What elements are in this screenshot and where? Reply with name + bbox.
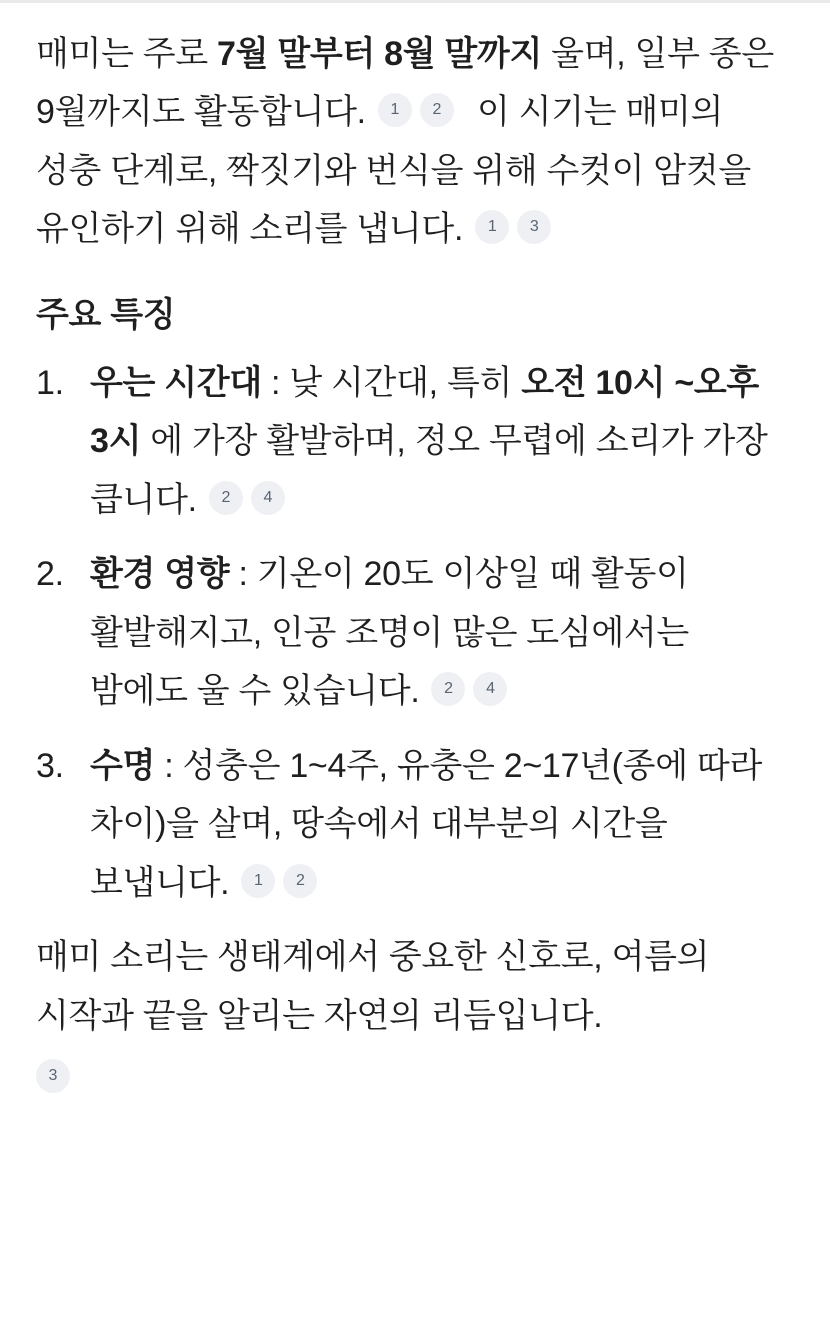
citation-badge[interactable]: 3 xyxy=(36,1059,70,1093)
citation-badge[interactable]: 1 xyxy=(475,210,509,244)
list-item xyxy=(36,545,794,720)
list-item-term: 우는 시간대 xyxy=(90,363,262,402)
list-item xyxy=(36,354,794,529)
citation-badge[interactable]: 2 xyxy=(420,93,454,127)
citation-badge[interactable]: 2 xyxy=(283,864,317,898)
citation-badge[interactable]: 1 xyxy=(241,864,275,898)
intro-text-part1: 매미는 주로 xyxy=(36,35,218,73)
section-heading: 주요 특징 xyxy=(36,295,176,334)
features-list xyxy=(36,354,794,912)
conclusion-text: 매미 소리는 생태계에서 중요한 신호로, 여름의 시작과 끝을 알리는 자연의 리듬입니다. xyxy=(36,938,710,1035)
list-item-separator: : xyxy=(155,746,183,785)
citation-badge[interactable]: 4 xyxy=(251,481,285,515)
citation-badge[interactable]: 4 xyxy=(473,672,507,706)
list-item-text-after: 에 가장 활발하며, 정오 무렵에 소리가 가장 큽니다. xyxy=(90,422,768,519)
list-item-separator: : xyxy=(229,555,257,594)
conclusion-citations xyxy=(36,1063,794,1097)
citation-badge[interactable]: 2 xyxy=(431,672,465,706)
list-item xyxy=(36,737,794,912)
document-body xyxy=(0,3,830,1137)
list-item-term: 환경 영향 xyxy=(90,555,230,594)
list-item-number: 2. xyxy=(36,555,64,594)
citation-badge[interactable]: 1 xyxy=(378,93,412,127)
citation-badge[interactable]: 3 xyxy=(517,210,551,244)
list-item-term: 수명 xyxy=(90,746,156,785)
list-item-number: 3. xyxy=(36,746,64,785)
intro-bold-period: 7월 말부터 8월 말까지 xyxy=(217,35,543,73)
list-item-number: 1. xyxy=(36,363,64,402)
list-item-text-before: 낮 시간대, 특히 xyxy=(289,363,522,402)
intro-text-part3: 이 시기는 매미의 성충 단계로, 짝짓기와 번식을 위해 수컷이 암컷을 유인하기 위해 소리를 냅니다. xyxy=(36,93,751,249)
list-item-bold-value: 오전 10시 ~오후 3시 xyxy=(90,363,759,461)
intro-paragraph xyxy=(36,25,794,259)
list-item-separator: : xyxy=(261,363,290,402)
citation-badge[interactable]: 2 xyxy=(209,481,243,515)
conclusion-paragraph xyxy=(36,928,794,1045)
intro-text-part2: 울며, 일부 종은 9월까지도 활동합니다. xyxy=(36,35,774,132)
list-item-text-before: 기온이 20도 이상일 때 활동이 활발해지고, 인공 조명이 많은 도심에서는 밤에도 울 수 있습니다. xyxy=(90,555,689,711)
list-item-text-before: 성충은 1~4주, 유충은 2~17년(종에 따라 차이)을 살며, 땅속에서 대부분의 시간을 보냅니다. xyxy=(90,746,762,902)
